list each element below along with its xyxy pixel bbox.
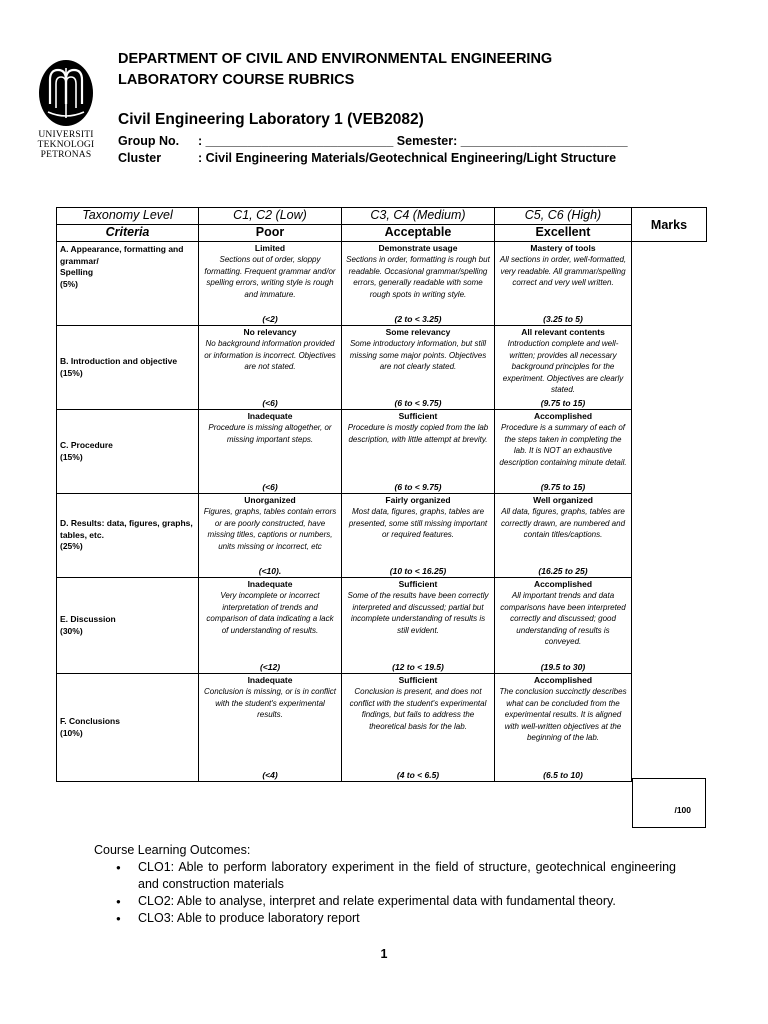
university-logo: [36, 58, 96, 158]
group-line: [118, 134, 628, 148]
group-label: Group No.: [118, 134, 180, 148]
rubric-cell: Fairly organized Most data, figures, graphs, tables are presented, some still missing important or required features. (10 to < 16.25): [342, 494, 495, 578]
total-marks: /100: [674, 805, 691, 815]
excellent-header: Excellent: [495, 225, 632, 242]
rubric-cell: All relevant contents Introduction complete and well-written; provides all necessary background principles for the experiment. Objectives are clearly stated. (9.75 to 15): [495, 326, 632, 410]
criteria-appearance: A. Appearance, formatting and grammar/ Spelling (5%): [57, 242, 199, 326]
level-low-header: C1, C2 (Low): [199, 208, 342, 225]
marks-cell: [632, 494, 707, 578]
criteria-procedure: C. Procedure (15%): [57, 410, 199, 494]
course-title: Civil Engineering Laboratory 1 (VEB2082): [118, 111, 424, 128]
cluster-line: [118, 151, 616, 165]
criteria-conclusions: F. Conclusions (10%): [57, 674, 199, 782]
rubric-cell: Sufficient Conclusion is present, and does not conflict with the student's experimental findings, but fails to address the theoretical basis for the lab. (4 to < 6.5): [342, 674, 495, 782]
rubric-cell: Inadequate Procedure is missing altogether, or missing important steps. (<6): [199, 410, 342, 494]
rubric-cell: Accomplished The conclusion succinctly describes what can be concluded from the experimental results. It is aligned with well-written objectives at the beginning of the lab. (6.5 to 10): [495, 674, 632, 782]
rubric-cell: Accomplished Procedure is a summary of each of the steps taken in completing the lab. It is NOT an exhaustive description containing minute detail. (9.75 to 15): [495, 410, 632, 494]
rubric-cell: Accomplished All important trends and data comparisons have been interpreted correctly and discussed; good understanding of results is conveyed. (19.5 to 30): [495, 578, 632, 674]
level-high-header: C5, C6 (High): [495, 208, 632, 225]
rubric-cell: Well organized All data, figures, graphs, tables are correctly drawn, are numbered and contain titles/captions. (16.25 to 25): [495, 494, 632, 578]
rubric-cell: Demonstrate usage Sections in order, formatting is rough but readable. Occasional grammar/spelling errors, generally readable with some rough spots in writing style. (2 to < 3.25): [342, 242, 495, 326]
rubric-cell: Limited Sections out of order, sloppy formatting. Frequent grammar and/or spelling errors, writing style is rough and immature. (<2): [199, 242, 342, 326]
rubric-cell: Mastery of tools All sections in order, well-formatted, very readable. All grammar/spelling correct and very well written. (3.25 to 5): [495, 242, 632, 326]
table-row: [57, 674, 707, 782]
rubric-cell: No relevancy No background information provided or information is incorrect. Objectives are not stated. (<6): [199, 326, 342, 410]
logo-line-2: TEKNOLOGI: [37, 140, 95, 150]
utp-emblem-icon: [36, 58, 96, 128]
university-name: [36, 130, 96, 160]
taxonomy-header: Taxonomy Level: [57, 208, 199, 225]
table-row: [57, 410, 707, 494]
criteria-header: Criteria: [57, 225, 199, 242]
logo-line-3: PETRONAS: [40, 150, 92, 160]
rubric-cell: Inadequate Conclusion is missing, or is in conflict with the student's experimental results. (<4): [199, 674, 342, 782]
group-value: : ___________________________ Semester: ________________________: [198, 134, 628, 148]
level-medium-header: C3, C4 (Medium): [342, 208, 495, 225]
list-item: ● CLO1: Able to perform laboratory experiment in the field of structure, geotechnical engineering and construction materials: [138, 859, 676, 893]
rubric-title: LABORATORY COURSE RUBRICS: [118, 72, 355, 88]
department-title: DEPARTMENT OF CIVIL AND ENVIRONMENTAL ENGINEERING: [118, 51, 553, 67]
marks-header: Marks: [632, 208, 707, 242]
rubric-cell: Sufficient Some of the results have been correctly interpreted and discussed; partial but incomplete understanding of results is still evident. (12 to < 19.5): [342, 578, 495, 674]
total-marks-box: [632, 778, 706, 828]
marks-cell: [632, 326, 707, 410]
marks-cell: [632, 410, 707, 494]
cluster-label: Cluster: [118, 151, 162, 165]
criteria-results: D. Results: data, figures, graphs, tables, etc. (25%): [57, 494, 199, 578]
marks-cell: [632, 242, 707, 326]
clo-title: Course Learning Outcomes:: [94, 843, 251, 857]
list-item: ● CLO3: Able to produce laboratory report: [138, 910, 676, 927]
rubric-cell: Sufficient Procedure is mostly copied from the lab description, with little attempt at brevity. (6 to < 9.75): [342, 410, 495, 494]
acceptable-header: Acceptable: [342, 225, 495, 242]
header-row-taxonomy: [57, 208, 707, 225]
table-row: [57, 326, 707, 410]
rubric-table: [56, 207, 707, 782]
marks-cell: [632, 578, 707, 674]
rubric-cell: Inadequate Very incomplete or incorrect interpretation of trends and comparison of data indicating a lack of understanding of results. (<12): [199, 578, 342, 674]
rubric-cell: Unorganized Figures, graphs, tables contain errors or are poorly constructed, have missing titles, captions or numbers, units missing or incorrect, etc (<10).: [199, 494, 342, 578]
list-item: ● CLO2: Able to analyse, interpret and relate experimental data with fundamental theory.: [138, 893, 676, 910]
table-row: [57, 578, 707, 674]
cluster-value: : Civil Engineering Materials/Geotechnical Engineering/Light Structure: [198, 151, 617, 165]
clo-list: [138, 859, 676, 927]
criteria-introduction: B. Introduction and objective (15%): [57, 326, 199, 410]
marks-cell: [632, 674, 707, 782]
rubric-cell: Some relevancy Some introductory information, but still missing some major points. Objectives are not clearly stated. (6 to < 9.75): [342, 326, 495, 410]
logo-line-1: UNIVERSITI: [38, 130, 94, 140]
criteria-discussion: E. Discussion (30%): [57, 578, 199, 674]
table-row: [57, 494, 707, 578]
poor-header: Poor: [199, 225, 342, 242]
header-row-criteria: [57, 225, 707, 242]
page-number: 1: [380, 947, 388, 961]
table-row: [57, 242, 707, 326]
